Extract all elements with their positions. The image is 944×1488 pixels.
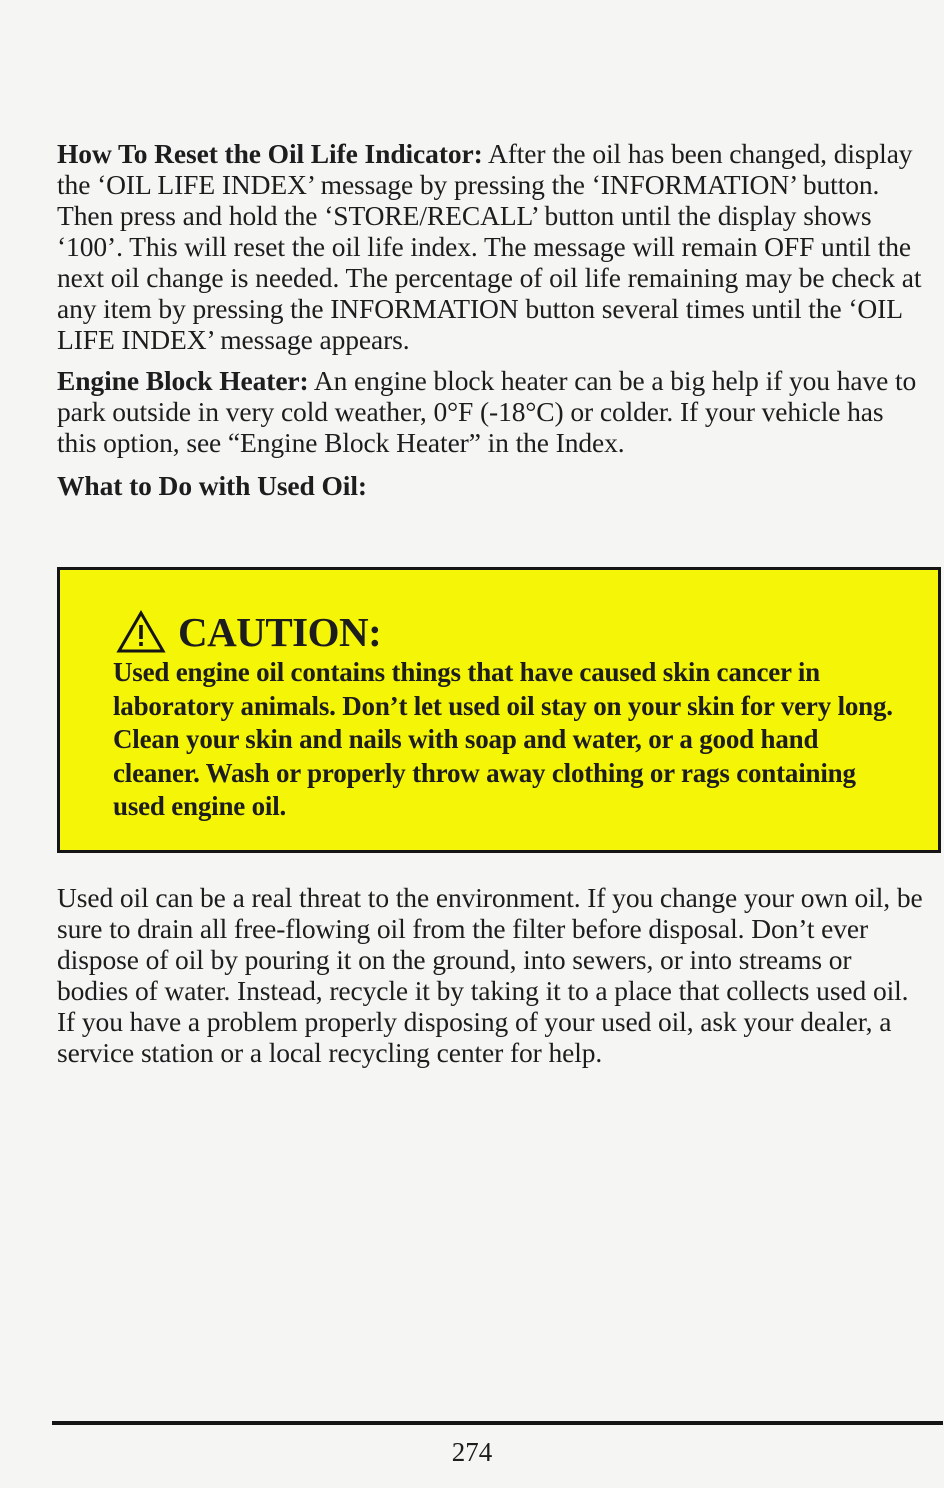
reset-oil-life-heading: How To Reset the Oil Life Indicator: xyxy=(57,138,483,169)
reset-oil-life-text: After the oil has been changed, display the ‘OIL LIFE INDEX’ message by pressing the ‘INFORMATION’ button. Then press and hold the ‘STORE/RECALL’ button until the display shows ‘100’. This will reset the oil life index. The message will remain OFF until the next oil change is needed. The percentage of oil life remaining may be check at any item by pressing the INFORMATION button several times until the ‘OIL LIFE INDEX’ message appears. xyxy=(57,138,922,355)
footer-rule xyxy=(52,1421,943,1425)
warning-triangle-icon xyxy=(116,610,166,654)
used-oil-paragraph: Used oil can be a real threat to the environment. If you change your own oil, be sure to drain all free-flowing oil from the filter before disposal. Don’t ever dispose of oil by pouring it on the ground, into sewers, or into streams or bodies of water. Instead, recycle it by taking it to a place that collects used oil. If you have a problem properly disposing of your used oil, ask your dealer, a service station or a local recycling center for help. xyxy=(57,882,923,1068)
caution-title: CAUTION: xyxy=(178,609,382,655)
block-heater-paragraph xyxy=(57,365,927,458)
page-number: 274 xyxy=(451,1437,493,1467)
caution-text: Used engine oil contains things that have caused skin cancer in laboratory animals. Don’t let used oil stay on your skin for very long. Clean your skin and nails with soap and water, or a good hand cleaner. Wash or properly throw away clothing or rags containing used engine oil. xyxy=(113,657,893,821)
block-heater-heading: Engine Block Heater: xyxy=(57,365,309,396)
caution-header xyxy=(116,610,381,654)
block-heater-text: An engine block heater can be a big help if you have to park outside in very cold weather, 0°F (-18°C) or colder. If your vehicle has this option, see “Engine Block Heater” in the Index. xyxy=(57,365,917,458)
reset-oil-life-paragraph xyxy=(57,138,927,355)
used-oil-heading: What to Do with Used Oil: xyxy=(57,470,367,501)
main-content xyxy=(57,138,927,501)
caution-box xyxy=(57,567,941,853)
